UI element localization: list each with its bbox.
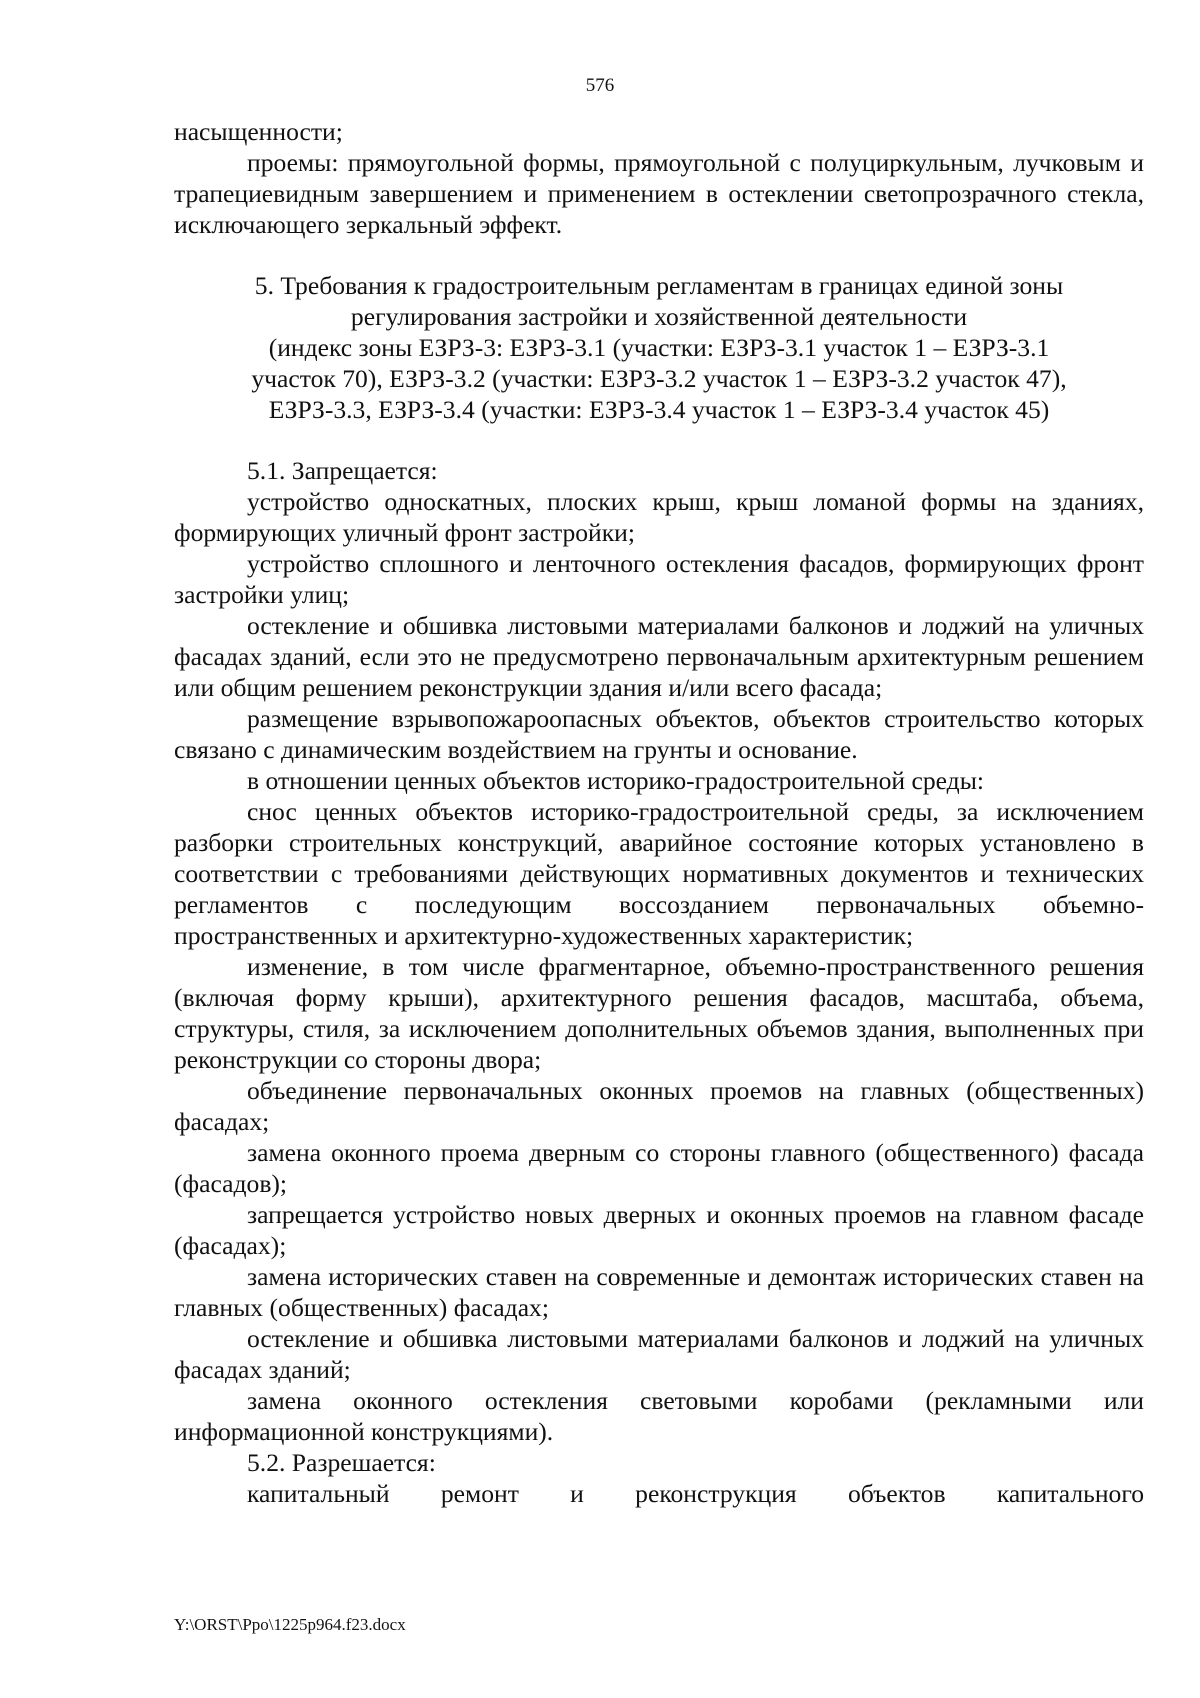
document-body [174, 116, 1144, 1509]
list-item: остекление и обшивка листовыми материалами балконов и лоджий на уличных фасадах зданий, если это не предусмотрено первоначальным архитектурным решением или общим решением реконструкции здания и/или всего фасада; [174, 611, 1144, 702]
section-heading-line: участок 70), ЕЗРЗ-3.2 (участки: ЕЗРЗ-3.2 участок 1 – ЕЗРЗ-3.2 участок 47), [251, 364, 1067, 393]
intro-paragraph: проемы: прямоугольной формы, прямоугольной с полуциркульным, лучковым и трапециевидным завершением и применением в остеклении светопрозрачного стекла, исключающего зеркальный эффект. [174, 148, 1144, 239]
section-heading-line: регулирования застройки и хозяйственной деятельности [350, 302, 968, 331]
intro-paragraph: насыщенности; [174, 117, 343, 146]
page-number: 576 [585, 75, 615, 96]
list-item: объединение первоначальных оконных проемов на главных (общественных) фасадах; [174, 1076, 1144, 1136]
section-heading-line: (индекс зоны ЕЗРЗ-3: ЕЗРЗ-3.1 (участки: ЕЗРЗ-3.1 участок 1 – ЕЗРЗ-3.1 [268, 333, 1050, 362]
list-item: устройство односкатных, плоских крыш, крыш ломаной формы на зданиях, формирующих уличный фронт застройки; [174, 487, 1144, 547]
list-item: устройство сплошного и ленточного остекления фасадов, формирующих фронт застройки улиц; [174, 549, 1144, 609]
list-item: в отношении ценных объектов историко-градостроительной среды: [247, 766, 985, 795]
list-item: изменение, в том числе фрагментарное, объемно-пространственного решения (включая форму крыши), архитектурного решения фасадов, масштаба, объема, структуры, стиля, за исключением дополнительных объемов здания, выполненных при реконструкции со стороны двора; [174, 952, 1144, 1074]
list-item: размещение взрывопожароопасных объектов, объектов строительство которых связано с динамическим воздействием на грунты и основание. [174, 704, 1144, 764]
list-item: капитальный ремонт и реконструкция объектов капитального [247, 1479, 1144, 1508]
list-item: запрещается устройство новых дверных и оконных проемов на главном фасаде (фасадах); [174, 1200, 1144, 1260]
list-item: замена оконного проема дверным со стороны главного (общественного) фасада (фасадов); [174, 1138, 1144, 1198]
list-item: снос ценных объектов историко-градостроительной среды, за исключением разборки строительных конструкций, аварийное состояние которых установлено в соответствии с требованиями действующих нормативных документов и технических регламентов с последующим воссозданием первоначальных объемно- пространственных и архитектурно-художественных характеристик; [174, 797, 1144, 950]
section-heading-line: 5. Требования к градостроительным регламентам в границах единой зоны [254, 271, 1064, 300]
list-item: замена оконного остекления световыми коробами (рекламными или информационной конструкциями). [174, 1386, 1144, 1446]
section-heading-line: ЕЗРЗ-3.3, ЕЗРЗ-3.4 (участки: ЕЗРЗ-3.4 участок 1 – ЕЗРЗ-3.4 участок 45) [268, 395, 1050, 424]
footer-file-path: Y:\ORST\Ppo\1225p964.f23.docx [174, 1615, 406, 1634]
subsection-title: 5.2. Разрешается: [247, 1448, 436, 1477]
subsection-title: 5.1. Запрещается: [247, 456, 438, 485]
list-item: остекление и обшивка листовыми материалами балконов и лоджий на уличных фасадах зданий; [174, 1324, 1144, 1384]
list-item: замена исторических ставен на современные и демонтаж исторических ставен на главных (общественных) фасадах; [174, 1262, 1144, 1322]
section-heading [174, 270, 1144, 425]
